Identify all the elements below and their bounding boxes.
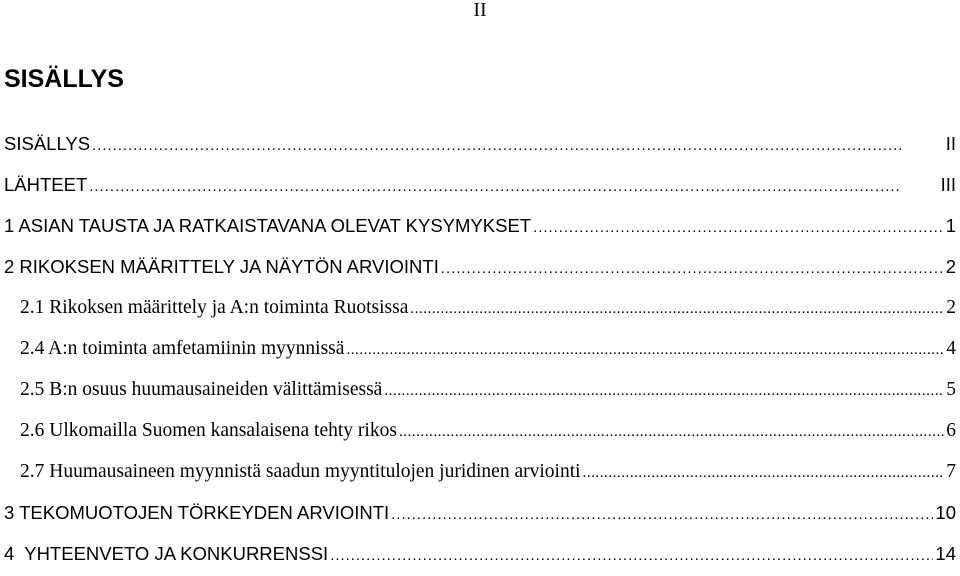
toc-entry-label: LÄHTEET <box>4 174 88 195</box>
toc-dot-leader <box>583 453 945 492</box>
toc-dot-leader <box>89 166 938 206</box>
toc-entry-chapter-1[interactable] <box>0 207 960 248</box>
toc-entry-section-2-4[interactable] <box>0 330 960 371</box>
toc-entry-label: 4 YHTEENVETO JA KONKURRENSSI <box>4 543 329 564</box>
toc-dot-leader <box>441 248 944 288</box>
toc-entry-section-2-6[interactable] <box>0 412 960 453</box>
toc-entry-label: 2.1 Rikoksen määrittely ja A:n toiminta Ruotsissa <box>20 297 409 318</box>
toc-entry-page: 4 <box>946 338 956 359</box>
toc-dot-leader <box>330 535 933 575</box>
toc-dot-leader <box>391 494 933 534</box>
toc-entry-section-2-7[interactable] <box>0 453 960 494</box>
toc-entry-label: 2.6 Ulkomailla Suomen kansalaisena tehty rikos <box>20 420 397 441</box>
toc-entry-page: 1 <box>945 215 956 236</box>
toc-entry-label: 2.4 A:n toiminta amfetamiinin myynnissä <box>20 338 345 359</box>
toc-entry-label: 2.7 Huumausaineen myynnistä saadun myyntitulojen juridinen arviointi <box>20 461 581 482</box>
toc-entry-page: 6 <box>946 420 956 441</box>
toc-dot-leader <box>410 289 944 328</box>
toc-title: SISÄLLYS <box>4 65 124 93</box>
toc-entry-page: 2 <box>945 256 956 277</box>
toc-dot-leader <box>399 412 944 451</box>
toc-entry-chapter-3[interactable] <box>0 494 960 535</box>
toc-entry-section-2-1[interactable] <box>0 289 960 330</box>
toc-entry-page: 5 <box>946 379 956 400</box>
toc-dot-leader <box>346 330 944 369</box>
toc-entry-sisallys[interactable] <box>0 125 960 166</box>
toc-entry-page: II <box>945 133 956 154</box>
toc-entry-page: 14 <box>935 543 956 564</box>
toc-entry-page: 2 <box>946 297 956 318</box>
toc-entry-chapter-2[interactable] <box>0 248 960 289</box>
toc-entry-page: 7 <box>946 461 956 482</box>
toc-entry-label: 1 ASIAN TAUSTA JA RATKAISTAVANA OLEVAT KYSYMYKSET <box>4 215 532 236</box>
toc-entry-section-2-5[interactable] <box>0 371 960 412</box>
page-number: II <box>473 0 487 21</box>
toc-entry-chapter-4[interactable] <box>0 535 960 576</box>
toc-entry-label: 2.5 B:n osuus huumausaineiden välittämisessä <box>20 379 383 400</box>
table-of-contents <box>0 125 960 576</box>
toc-dot-leader <box>92 125 944 165</box>
toc-entry-page: III <box>940 174 956 195</box>
toc-entry-page: 10 <box>935 502 956 523</box>
toc-dot-leader <box>533 207 944 247</box>
toc-entry-lahteet[interactable] <box>0 166 960 207</box>
toc-dot-leader <box>384 371 944 410</box>
toc-entry-label: SISÄLLYS <box>4 133 91 154</box>
toc-entry-label: 3 TEKOMUOTOJEN TÖRKEYDEN ARVIOINTI <box>4 502 390 523</box>
toc-entry-label: 2 RIKOKSEN MÄÄRITTELY JA NÄYTÖN ARVIOINTI <box>4 256 439 277</box>
